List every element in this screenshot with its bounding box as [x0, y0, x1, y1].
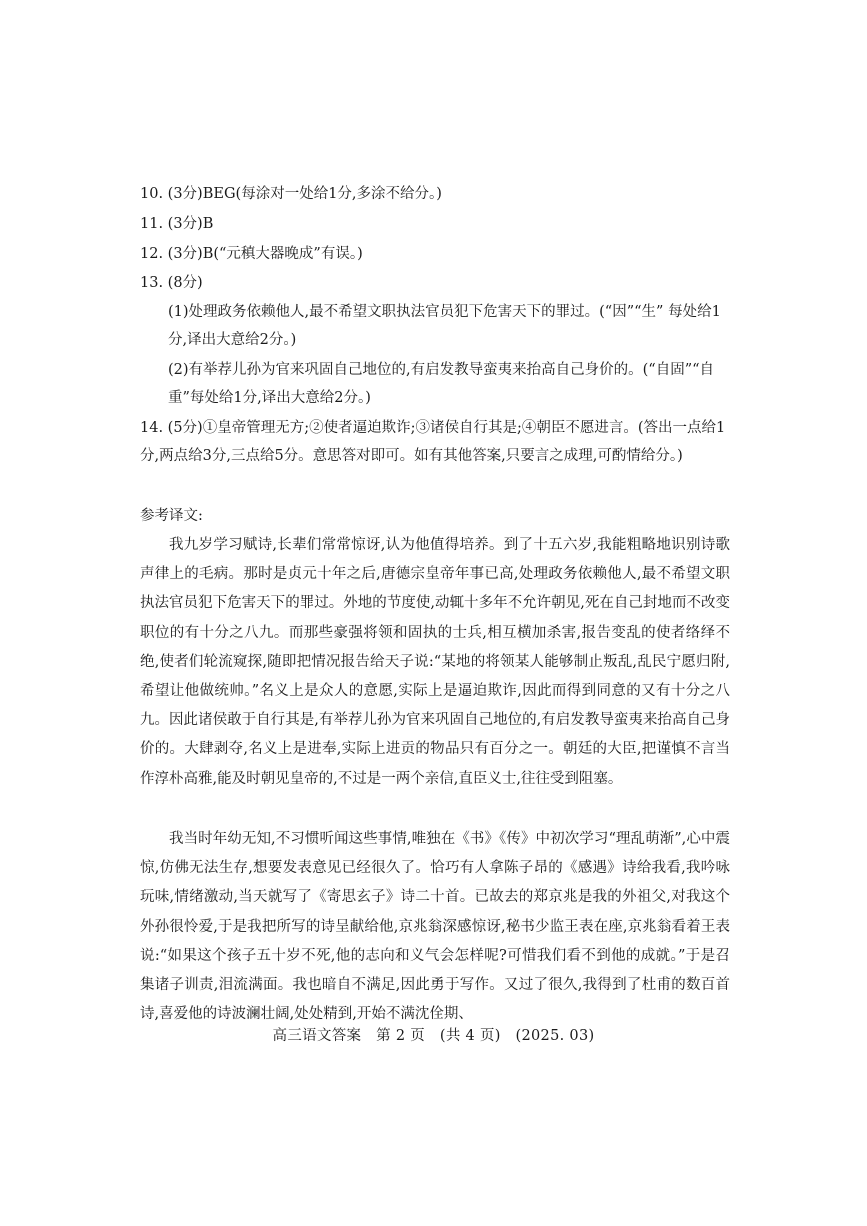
translation-label: 参考译文: [140, 508, 203, 524]
answer-12: 12. (3分)B(“元稹大器晚成”有误。) [140, 246, 363, 262]
answer-10: 10. (3分)BEG(每涂对一处给1分,多涂不给分。) [140, 186, 442, 202]
answer-13-1: (1)处理政务依赖他人,最不希望文职执法官员犯下危害天下的罪过。(“因”“生” 每处给1分,译出大意给2分。) [168, 304, 721, 348]
answer-14: 14. (5分)①皇帝管理无方;②使者逼迫欺诈;③诸侯自行其是;④朝臣不愿进言。(答出一点给1分,两点给3分,三点给5分。意思答对即可。如有其他答案,只要言之成理,可酌情给分。) [140, 420, 726, 464]
answer-13-2: (2)有举荐儿孙为官来巩固自己地位的,有启发教导蛮夷来抬高自己身价的。(“自固”“自重”每处给1分,译出大意给2分。) [168, 362, 715, 406]
page-footer: 高三语文答案 第 2 页 (共 4 页) (2025. 03) [272, 1028, 595, 1044]
answer-11: 11. (3分)B [140, 216, 214, 232]
translation-paragraph-1: 我九岁学习赋诗,长辈们常常惊讶,认为他值得培养。到了十五六岁,我能粗略地识别诗歌声律上的毛病。那时是贞元十年之后,唐德宗皇帝年事已高,处理政务依赖他人,最不希望文职执法官员犯下危害天下的罪过。外地的节度使,动辄十多年不允许朝见,死在自己封地而不改变职位的有十分之八九。而那些豪强将领和固执的士兵,相互横加杀害,报告变乱的使者络绎不绝,使者们轮流窥探,随即把情况报告给天子说:“某地的将领某人能够制止叛乱,乱民宁愿归附,希望让他做统帅。”名义上是众人的意愿,实际上是逼迫欺诈,因此而得到同意的又有十分之八九。因此诸侯敢于自行其是,有举荐儿孙为官来巩固自己地位的,有启发教导蛮夷来抬高自己身价的。大肆剥夺,名义上是进奉,实际上进贡的物品只有百分之一。朝廷的大臣,把谨慎不言当作淳朴高雅,能及时朝见皇帝的,不过是一两个亲信,直臣义士,往往受到阻塞。 [140, 537, 730, 787]
answer-13: 13. (8分) [140, 275, 203, 291]
translation-paragraph-2: 我当时年幼无知,不习惯听闻这些事情,唯独在《书》《传》中初次学习“理乱萌渐”,心中震惊,仿佛无法生存,想要发表意见已经很久了。恰巧有人拿陈子昂的《感遇》诗给我看,我吟咏玩味,情绪激动,当天就写了《寄思玄子》诗二十首。已故去的郑京兆是我的外祖父,对我这个外孙很怜爱,于是我把所写的诗呈献给他,京兆翁深感惊讶,秘书少监王表在座,京兆翁看着王表说:“如果这个孩子五十岁不死,他的志向和义气会怎样呢?可惜我们看不到他的成就。”于是召集诸子训责,泪流满面。我也暗自不满足,因此勇于写作。又过了很久,我得到了杜甫的数百首诗,喜爱他的诗波澜壮阔,处处精到,开始不满沈佺期、 [140, 831, 730, 1023]
